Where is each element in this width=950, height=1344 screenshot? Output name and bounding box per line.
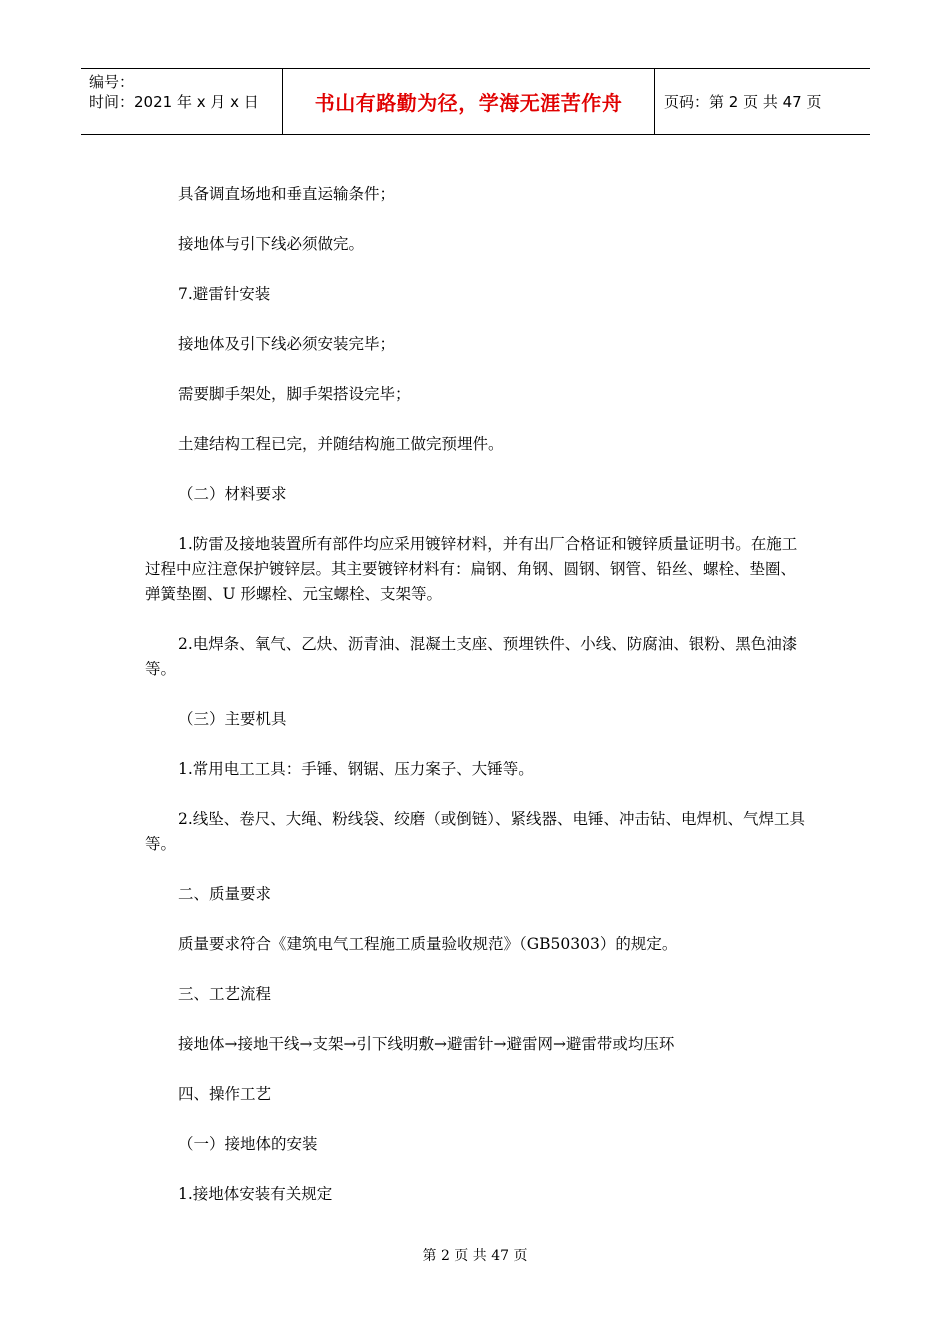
paragraph: 接地体与引下线必须做完。 bbox=[178, 235, 365, 253]
section-heading: （三）主要机具 bbox=[178, 710, 287, 728]
paragraph: 需要脚手架处，脚手架搭设完毕； bbox=[178, 385, 411, 403]
header-motto: 书山有路勤为径，学海无涯苦作舟 bbox=[282, 69, 655, 134]
paragraph: 1.防雷及接地装置所有部件均应采用镀锌材料，并有出厂合格证和镀锌质量证明书。在施工过程中应注意保护镀锌层。其主要镀锌材料有：扁钢、角钢、圆钢、钢管、铅丝、螺栓、垫圈、弹簧垫圈、U 形螺栓、元宝螺栓、支架等。 bbox=[145, 535, 798, 603]
paragraph: 质量要求符合《建筑电气工程施工质量验收规范》（GB50303）的规定。 bbox=[178, 935, 678, 953]
page-header bbox=[81, 68, 870, 135]
page-footer: 第 2 页 共 47 页 bbox=[422, 1248, 528, 1264]
paragraph: 2.线坠、卷尺、大绳、粉线袋、绞磨（或倒链）、紧线器、电锤、冲击钻、电焊机、气焊工具等。 bbox=[145, 810, 806, 853]
section-heading: 1.接地体安装有关规定 bbox=[178, 1185, 333, 1203]
header-page-info: 页码：第 2 页 共 47 页 bbox=[664, 93, 822, 111]
process-flow: 接地体→接地干线→支架→引下线明敷→避雷针→避雷网→避雷带或均压环 bbox=[178, 1035, 675, 1053]
section-heading: 7.避雷针安装 bbox=[178, 285, 271, 303]
document-number-label: 编号： bbox=[89, 73, 135, 91]
paragraph: 土建结构工程已完，并随结构施工做完预埋件。 bbox=[178, 435, 504, 453]
paragraph: 2.电焊条、氧气、乙炔、沥青油、混凝土支座、预埋铁件、小线、防腐油、银粉、黑色油漆等。 bbox=[145, 635, 798, 678]
paragraph: 具备调直场地和垂直运输条件； bbox=[178, 185, 396, 203]
paragraph: 1.常用电工工具：手锤、钢锯、压力案子、大锤等。 bbox=[178, 760, 534, 778]
paragraph: 接地体及引下线必须安装完毕； bbox=[178, 335, 396, 353]
section-heading: （二）材料要求 bbox=[178, 485, 287, 503]
section-heading: （一）接地体的安装 bbox=[178, 1135, 318, 1153]
section-heading: 四、操作工艺 bbox=[178, 1085, 272, 1103]
section-heading: 二、质量要求 bbox=[178, 885, 272, 903]
header-meta bbox=[81, 69, 282, 134]
section-heading: 三、工艺流程 bbox=[178, 985, 272, 1003]
document-body bbox=[145, 182, 807, 1207]
document-date: 时间：2021 年 x 月 x 日 bbox=[89, 93, 259, 111]
